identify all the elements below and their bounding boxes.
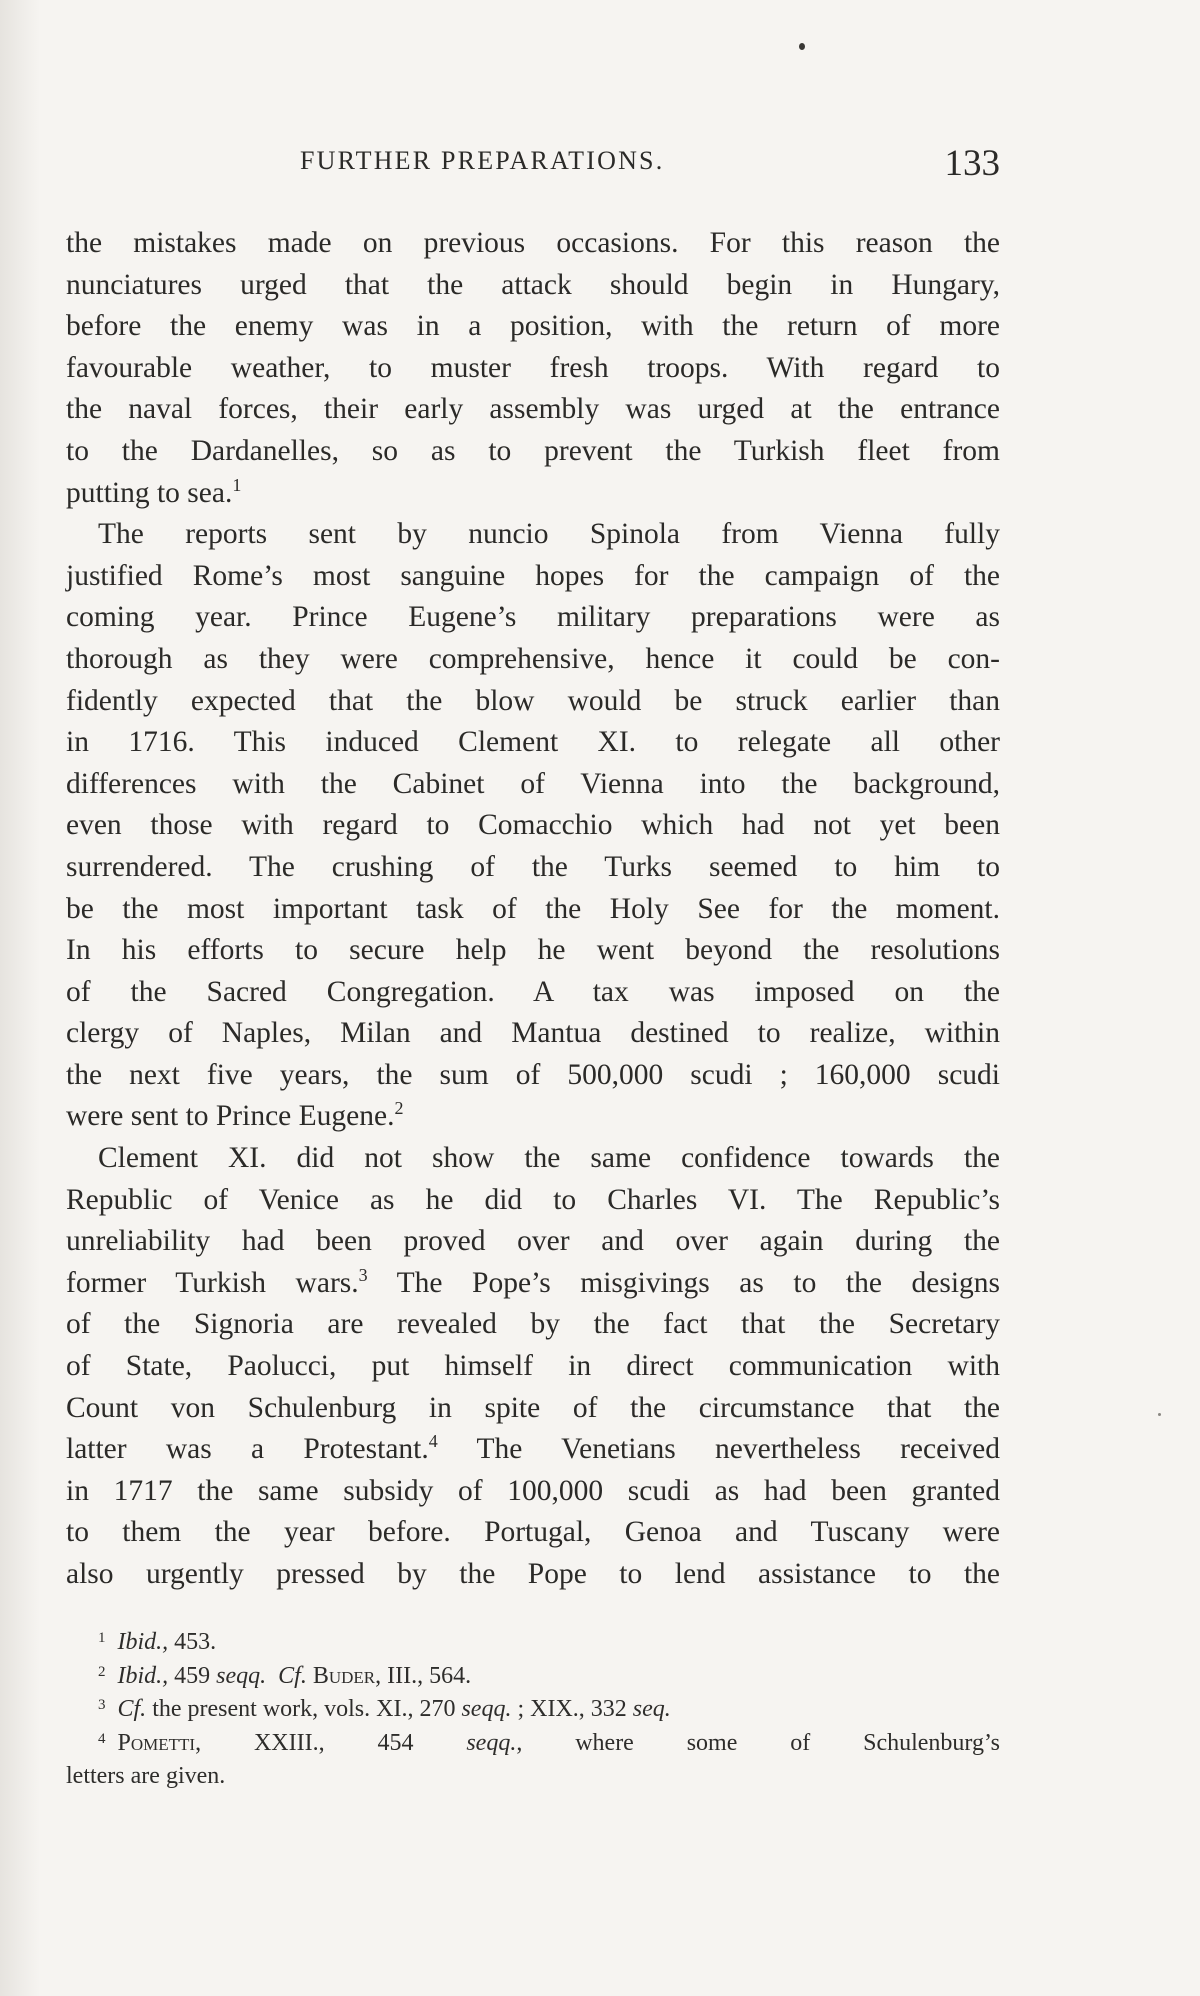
text-line: fidently expected that the blow would be struck earlier than xyxy=(66,684,1000,717)
text-line: of the Signoria are revealed by the fact that the Secretary xyxy=(66,1308,1000,1341)
text-line: Republic of Venice as he did to Charles VI. The Republic’s xyxy=(66,1183,1000,1216)
footnote-author: Pometti xyxy=(117,1729,196,1756)
text-line: also urgently pressed by the Pope to lend assistance to the xyxy=(66,1558,1000,1590)
text-line: to them the year before. Portugal, Genoa and Tuscany were xyxy=(66,1516,1000,1549)
text-line: In his efforts to secure help he went beyond the resolutions xyxy=(66,934,1000,967)
text-line: in 1717 the same subsidy of 100,000 scudi as had been granted xyxy=(66,1474,1000,1507)
footnote-italic: seqq. xyxy=(461,1696,512,1722)
text-line: be the most important task of the Holy See for the moment. xyxy=(66,892,1000,925)
footnote-text: 453. xyxy=(168,1629,217,1655)
text-line: justified Rome’s most sanguine hopes for the campaign of the xyxy=(66,559,1000,592)
ink-speck xyxy=(799,43,805,50)
footnote-1 xyxy=(66,1626,1000,1660)
footnote-mark: 4 xyxy=(98,1730,106,1747)
footnote-italic: seqq. xyxy=(466,1729,517,1756)
text-line: favourable weather, to muster fresh troops. With regard to xyxy=(66,351,1000,384)
text-line: the next five years, the sum of 500,000 scudi ; 160,000 scudi xyxy=(66,1058,1000,1091)
text-line: clergy of Naples, Milan and Mantua destined to realize, within xyxy=(66,1017,1000,1050)
footnote-italic: Ibid., xyxy=(117,1629,169,1655)
footnote-text: , XXIII., 454 xyxy=(195,1729,467,1756)
note-mark-2: 2 xyxy=(394,1098,404,1119)
footnote-text: the present work, vols. XI., 270 xyxy=(146,1696,462,1722)
footnote-4-continued: letters are given. xyxy=(66,1763,226,1789)
footnote-author: Buder xyxy=(312,1662,376,1689)
footnote-mark: 3 xyxy=(98,1697,106,1713)
text-line xyxy=(66,1096,1000,1138)
text-line: of State, Paolucci, put himself in direct communication with xyxy=(66,1350,1000,1383)
footnote-italic: Cf. xyxy=(117,1696,147,1722)
text-line: in 1716. This induced Clement XI. to relegate all other xyxy=(66,726,1000,759)
text-line: Clement XI. did not show the same confidence towards the xyxy=(98,1142,1000,1175)
text-segment: were sent to Prince Eugene. xyxy=(66,1100,395,1133)
text-segment: putting to sea. xyxy=(66,476,233,509)
footnote-4 xyxy=(66,1727,1000,1761)
text-line: differences with the Cabinet of Vienna into the background, xyxy=(66,767,1000,800)
text-segment: The Pope’s misgivings as to the designs xyxy=(396,1266,1000,1299)
running-head xyxy=(66,143,1000,186)
text-segment: former Turkish wars. xyxy=(66,1266,359,1299)
footnote-italic: seqq. xyxy=(216,1662,267,1689)
body-text xyxy=(66,223,1000,1596)
text-line: coming year. Prince Eugene’s military preparations were as xyxy=(66,601,1000,634)
text-line: Count von Schulenburg in spite of the circumstance that the xyxy=(66,1391,1000,1424)
footnotes xyxy=(66,1626,1000,1794)
text-line: before the enemy was in a position, with the return of more xyxy=(66,310,1000,343)
text-line: even those with regard to Comacchio which had not yet been xyxy=(66,809,1000,842)
footnote-3 xyxy=(66,1693,1000,1727)
text-line xyxy=(66,1263,1000,1305)
footnote-italic: Cf. xyxy=(278,1662,307,1689)
footnote-italic: seq. xyxy=(632,1696,671,1722)
footnote-italic: Ibid., xyxy=(117,1662,169,1689)
text-line: nunciatures urged that the attack should begin in Hungary, xyxy=(66,268,1000,301)
footnote-mark: 1 xyxy=(98,1630,106,1646)
footnote-text: , where some of Schulenburg’s xyxy=(516,1729,1000,1756)
text-line: surrendered. The crushing of the Turks seemed to him to xyxy=(66,850,1000,883)
text-line: the naval forces, their early assembly was urged at the entrance xyxy=(66,393,1000,426)
footnote-mark: 2 xyxy=(98,1663,106,1680)
footnote-text: , III., 564. xyxy=(375,1662,472,1689)
note-mark-4: 4 xyxy=(428,1431,438,1452)
text-line: of the Sacred Congregation. A tax was imposed on the xyxy=(66,975,1000,1008)
text-line: thorough as they were comprehensive, hence it could be con- xyxy=(66,642,1000,675)
running-title: FURTHER PREPARATIONS. xyxy=(300,146,665,175)
note-mark-1: 1 xyxy=(232,474,242,495)
footnote-2 xyxy=(66,1660,1000,1694)
text-line xyxy=(66,1429,1000,1471)
text-line: to the Dardanelles, so as to prevent the Turkish fleet from xyxy=(66,434,1000,467)
text-line: the mistakes made on previous occasions. For this reason the xyxy=(66,227,1000,259)
footnote-text: 459 xyxy=(168,1662,217,1689)
text-line xyxy=(66,473,1000,515)
text-segment: latter was a Protestant. xyxy=(66,1433,429,1466)
page-number: 133 xyxy=(944,143,1000,184)
ink-speck xyxy=(1158,1413,1161,1416)
text-line: unreliability had been proved over and over again during the xyxy=(66,1225,1000,1258)
footnote-text: ; XIX., 332 xyxy=(511,1696,633,1722)
text-line: The reports sent by nuncio Spinola from Vienna fully xyxy=(98,518,1000,551)
note-mark-3: 3 xyxy=(358,1264,368,1285)
text-segment: The Venetians nevertheless received xyxy=(476,1433,1000,1466)
